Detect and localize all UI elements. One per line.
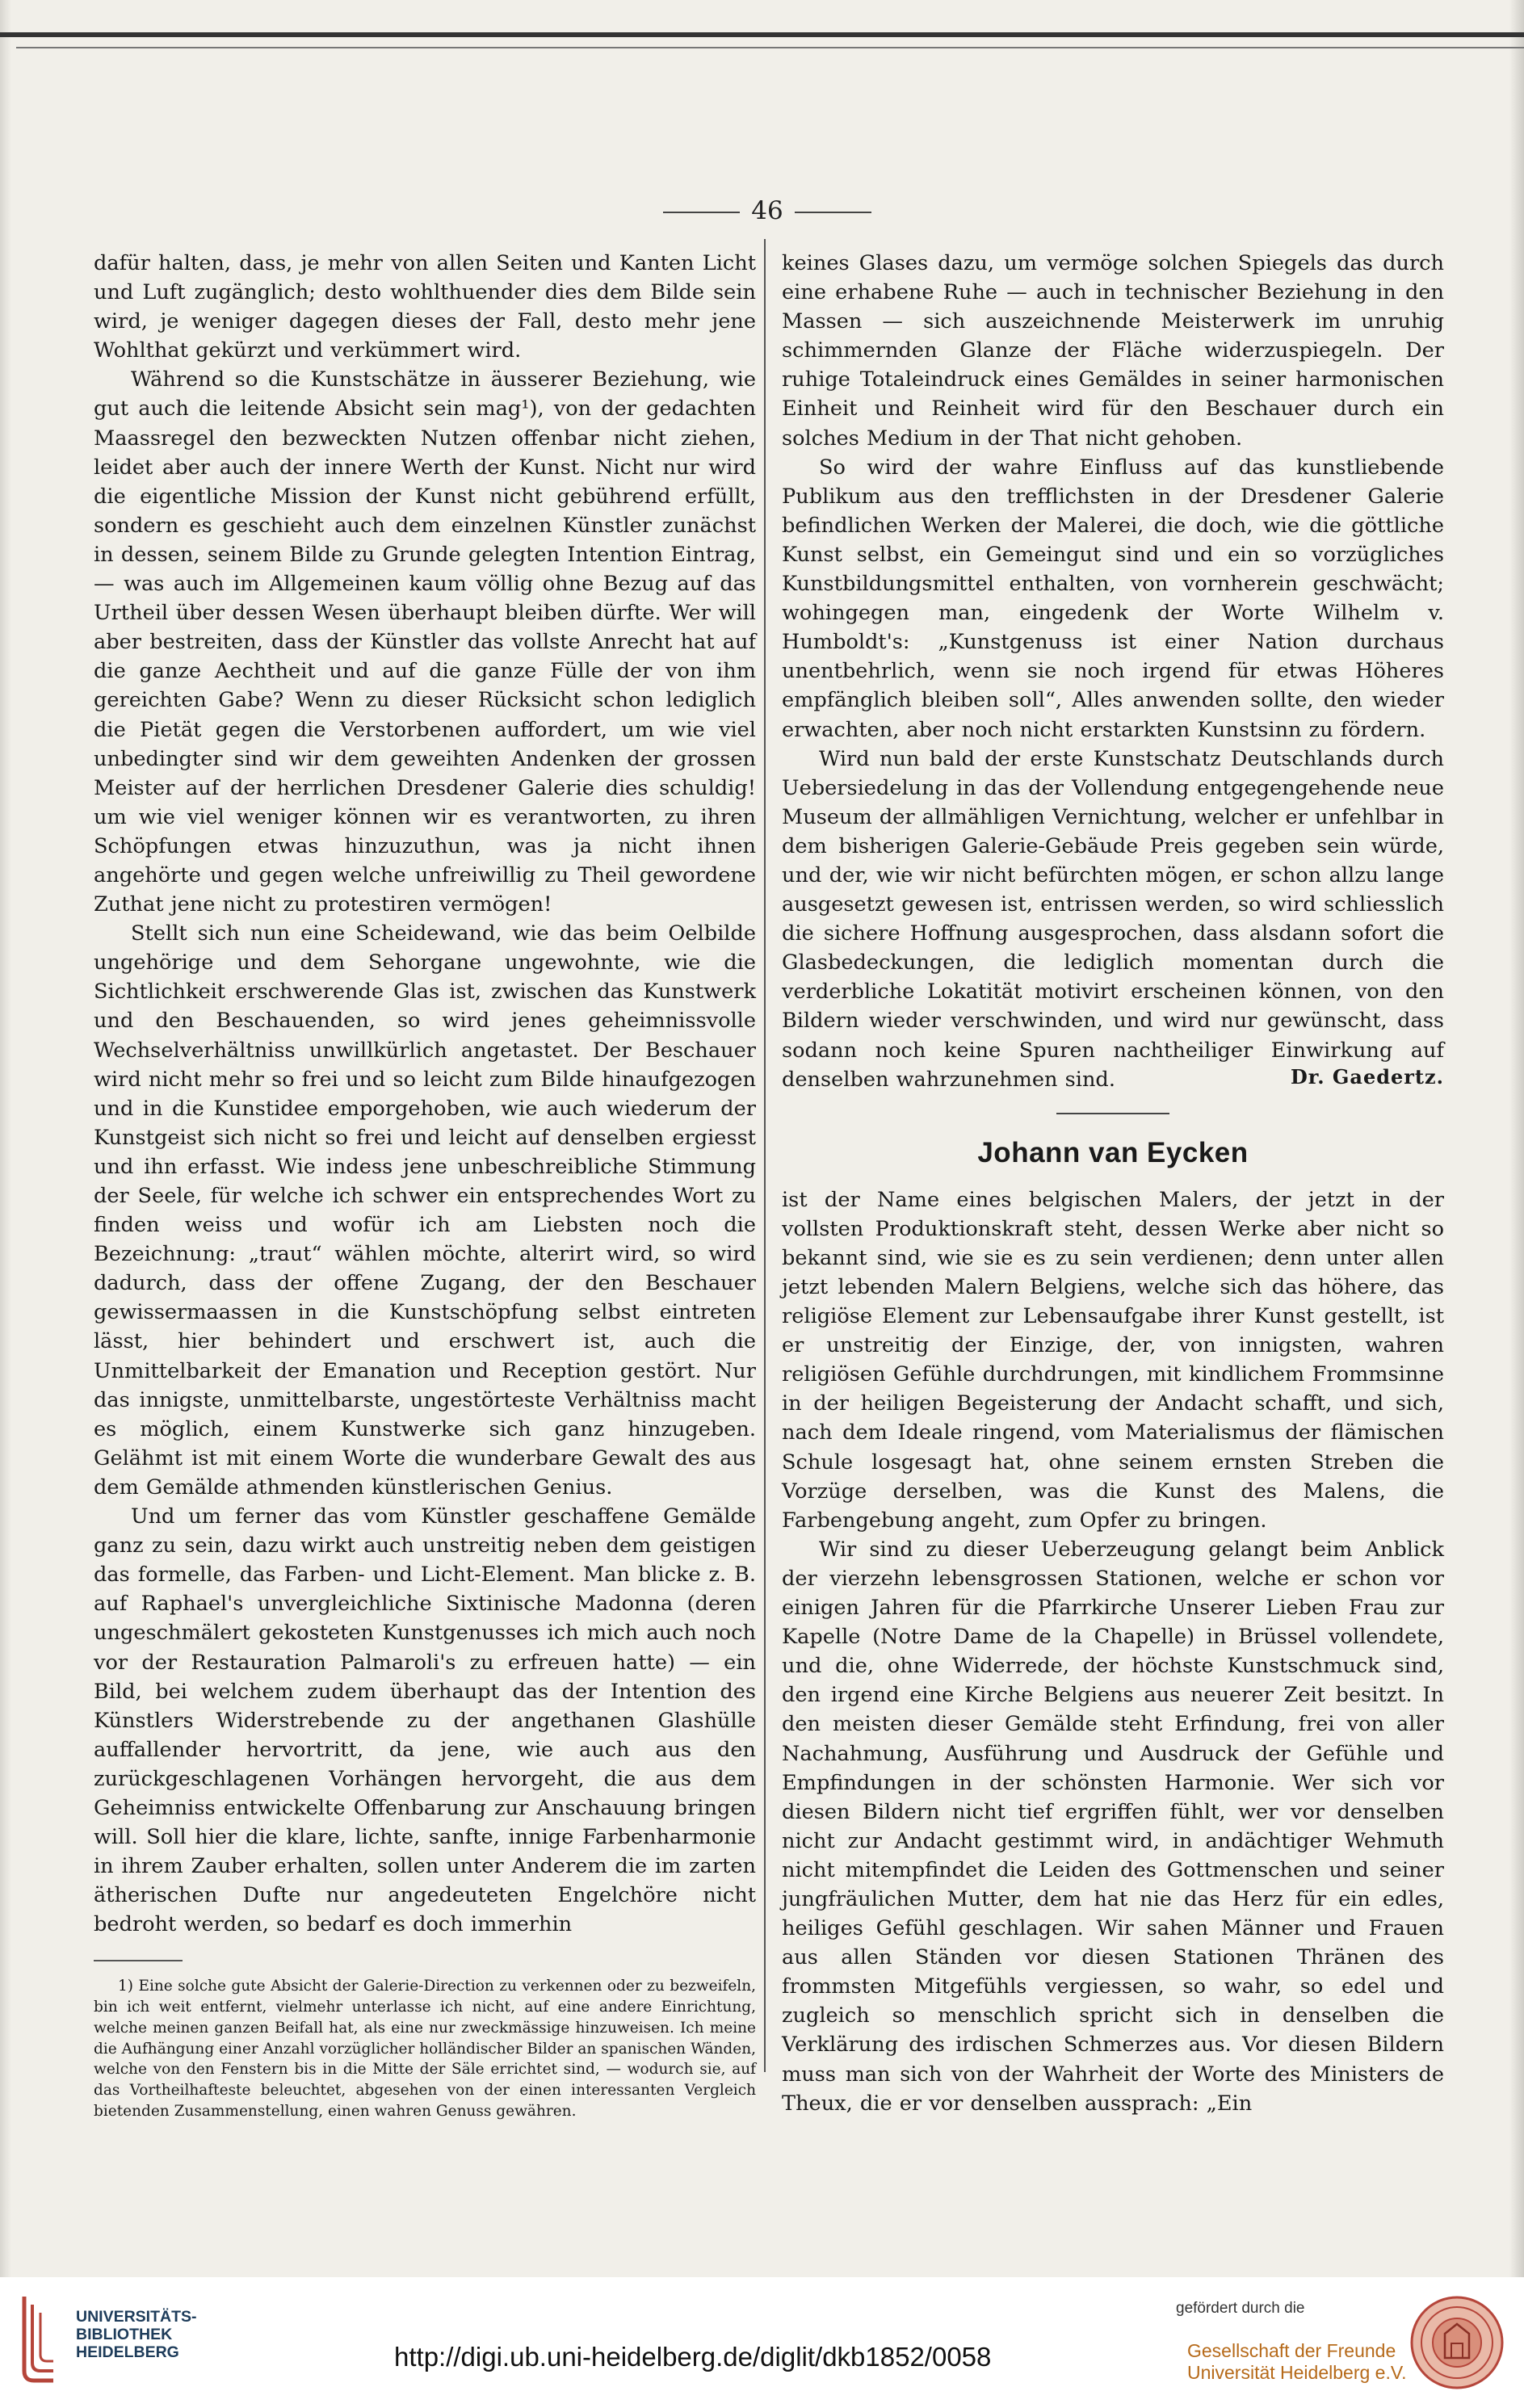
library-name-line: BIBLIOTHEK (76, 2326, 173, 2343)
page-number-header (638, 196, 896, 225)
page-edge-shadow-left (0, 0, 11, 2277)
page-edge-shadow-right (1509, 0, 1524, 2277)
page-number: 46 (751, 196, 783, 225)
article-title: Johann van Eycken (977, 1136, 1249, 1168)
library-name-line: UNIVERSITÄTS- (76, 2308, 197, 2326)
paragraph: Während so die Kunstschätze in äusserer Beziehung, wie gut auch die leitende Absicht sein mag¹), von der gedachten Maassregel den bezweckten Nutzen offenbar nicht ziehen, leidet aber auch der innere Werth der Kunst. Nicht nur wird die eigentliche Mission der Kunst nicht gebührend erfüllt, sondern es geschieht auch dem einzelnen Künstler zunächst in dessen, seinem Bilde zu Grunde gelegten Intention Eintrag, — was auch im Allgemeinen kaum völlig ohne Bezug auf das Urtheil über dessen Wesen überhaupt bleiben dürfte. Wer will aber bestreiten, dass der Künstler das vollste Anrecht hat auf die ganze Aechtheit und auf die ganze Fülle der von ihm gereichten Gabe? Wenn zu dieser Rücksicht schon lediglich die Pietät gegen die Verstorbenen auffordert, um wie viel unbedingter sind wir dem geweihten Andenken der grossen Meister auf der herrlichen Dresdener Galerie dies schuldig! um wie viel weniger können wir es verantworten, zu ihren Schöpfungen etwas hinzuzuthun, was ja nicht ihnen angehörte und gegen welche unfreiwillig zu Theil gewordene Zuthat jene nicht zu protestiren vermögen! (94, 367, 756, 917)
top-border-rule-secondary (16, 47, 1524, 48)
paragraph: ist der Name eines belgischen Malers, der jetzt in der vollsten Produktionskraft steht, dessen Werke aber nicht so bekannt sind, wie sie es zu sein verdienen; denn unter allen jetzt lebenden Malern Belgiens, welche sich das höhere, das religiöse Element zur Lebensaufgabe ihrer Kunst gestellt, ist er unstreitig der Einzige, der, von innigsten, wahren religiösen Gefühle durchdrungen, mit kindlichem Frommsinne in der heiligen Begeisterung der Andacht schafft, und sich, nach dem Ideale ringend, vom Materialismus der flämischen Schule losgesagt hat, ohne seinem ernsten Streben die Vorzüge derselben, was die Kunst des Malens, die Farbengebung angeht, zum Opfer zu bringen. (782, 1187, 1444, 1533)
right-column (782, 249, 1444, 2118)
permalink-url[interactable]: http://digi.ub.uni-heidelberg.de/diglit/dkb1852/0058 (394, 2342, 992, 2372)
left-column (94, 249, 756, 2121)
footnote: 1) Eine solche gute Absicht der Galerie-Direction zu verkennen oder zu bezweifeln, bin ich weit entfernt, vielmehr unterlasse ich nicht, auf eine andere Einrichtung, welche meinen ganzen Beifall hat, als eine nur zweckmässige hinzuweisen. Ich meine die Aufhängung einer Anzahl vorzüglicher holländischer Bilder an spanischen Wänden, welche von den Fenstern bis in die Mitte der Säle errichtet sind, — wodurch sie, auf das Vortheilhafteste beleuchtet, abgesehen von der einen interessanten Vergleich bietenden Zusammenstellung, einen wahren Genuss gewähren. (94, 1978, 756, 2120)
paragraph: Wird nun bald der erste Kunstschatz Deutschlands durch Uebersiedelung in das der Vollendung entgegengehende neue Museum der allmähligen Vernichtung, welcher er unfehlbar in dem bisherigen Galerie-Gebäude Preis gegeben sein würde, und der, wie wir nicht befürchten mögen, er schon allzu lange ausgesetzt gewesen ist, entrissen werden, so wird schliesslich die sichere Hoffnung ausgesprochen, dass alsdann sofort die Glasbedeckungen, die lediglich momentan durch die verderbliche Lokatität motivirt erscheinen können, von den Bildern wieder verschwinden, und wird nur gewünscht, dass sodann noch keine Spuren nachtheiliger Einwirkung auf denselben wahrzunehmen sind. (782, 746, 1444, 1092)
library-name-line: HEIDELBERG (76, 2343, 179, 2361)
top-border-rule (0, 32, 1524, 37)
digitization-footer (0, 2277, 1524, 2408)
paragraph: keines Glases dazu, um vermöge solchen Spiegels das durch eine erhabene Ruhe — auch in technischer Beziehung in den Massen — sich auszeichnende Meisterwerk im unruhig schimmernden Glanze der Fläche widerzuspiegeln. Der ruhige Totaleindruck eines Gemäldes in seiner harmonischen Einheit und Reinheit wird für den Beschauer durch ein solches Medium in der That nicht gehoben. (782, 251, 1444, 451)
university-seal-icon (1409, 2295, 1505, 2390)
society-name-line: Gesellschaft der Freunde (1187, 2340, 1396, 2361)
column-divider (764, 239, 766, 2072)
author-signature: Dr. Gaedertz. (1290, 1064, 1444, 1089)
university-library-logo-icon (18, 2293, 60, 2384)
library-name (76, 2308, 197, 2361)
paragraph: Und um ferner das vom Künstler geschaffene Gemälde ganz zu sein, dazu wirkt auch unstreitig neben dem geistigen das formelle, das Farben- und Licht-Element. Man blicke z. B. auf Raphael's unvergleichliche Sixtinische Madonna (deren ungeschmälert gekosteten Kunstgenusses ich mich auch noch vor der Restauration Palmaroli's zu erfreuen hatte) — ein Bild, bei welchem zudem überhaupt das der Intention des Künstlers Widerstrebende zu der angethanen Glashülle auffallender hervortritt, da jene, wie auch aus den zurückgeschlagenen Vorhängen hervorgeht, die aus dem Geheimniss entwickelte Offenbarung zur Anschauung bringen will. Soll hier die klare, lichte, sanfte, innige Farbenharmonie in ihrem Zauber erhalten, sollen unter Anderem die im zarten ätherischen Dufte nur angedeuteten Engelchöre nicht bedroht werden, so bedarf es doch immerhin (94, 1504, 756, 1937)
page-number-right-dash (795, 212, 871, 213)
paragraph: Stellt sich nun eine Scheidewand, wie das beim Oelbilde ungehörige und dem Sehorgane ungewohnte, wie die Sichtlichkeit erschwerende Glas ist, zwischen das Kunstwerk und den Beschauenden, so wird jenes geheimnissvolle Wechselverhältniss unwillkürlich angetastet. Der Beschauer wird nicht mehr so frei und so leicht zum Bilde hinaufgezogen und in die Kunstidee emporgehoben, wie auch wiederum der Kunstgeist sich nicht so frei und leicht auf denselben ergiesst und ihn erfasst. Wie indess jene unbeschreibliche Stimmung der Seele, für welche ich schwer ein entsprechendes Wort zu finden weiss und wofür ich am Liebsten noch die Bezeichnung: „traut“ wählen möchte, alterirt wird, so wird dadurch, dass der offene Zugang, der den Beschauer gewissermaassen in die Kunstschöpfung selbst eintreten lässt, hier behindert und erschwert ist, auch die Unmittelbarkeit der Emanation und Reception gestört. Nur das innigste, unmittelbarste, ungestörteste Verhältniss macht es möglich, einem Kunstwerke sich ganz hinzugeben. Gelähmt ist mit einem Worte die wunderbare Gewalt des aus dem Gemälde athmenden künstlerischen Genius. (94, 921, 756, 1500)
footnote-rule (94, 1960, 183, 1961)
paragraph: dafür halten, dass, je mehr von allen Seiten und Kanten Licht und Luft zugänglich; desto wohlthuender dies dem Bilde sein wird, je weniger dagegen dieses der Fall, desto mehr jene Wohlthat gekürzt und verkümmert wird. (94, 251, 756, 363)
section-rule (1056, 1113, 1169, 1114)
paragraph: Wir sind zu dieser Ueberzeugung gelangt beim Anblick der vierzehn lebensgrossen Stationen, welche er schon vor einigen Jahren für die Pfarrkirche Unserer Lieben Frau zur Kapelle (Notre Dame de la Chapelle) in Brüssel vollendete, und die, ohne Widerrede, der höchste Kunstschmuck sind, den irgend eine Kirche Belgiens aus neuerer Zeit besitzt. In den meisten dieser Gemälde steht Erfindung, frei von aller Nachahmung, Ausführung und Ausdruck der Gefühle und Empfindungen in der schönsten Harmonie. Wer sich vor diesen Bildern nicht tief ergriffen fühlt, wer vor denselben nicht zur Andacht gestimmt wird, in andächtiger Wehmuth nicht mitempfindet die Leiden des Gottmenschen und seiner jungfräulichen Mutter, dem hat nie das Herz für ein edles, heiliges Gefühl geschlagen. Wir sahen Männer und Frauen aus allen Ständen vor diesen Stationen Thränen des frommsten Mitgefühls vergiessen, so wahr, so edel und zugleich so menschlich spricht sich in denselben die Verklärung des irdischen Schmerzes aus. Vor diesen Bildern muss man sich von der Wahrheit der Worte des Ministers de Theux, die er vor denselben aussprach: „Ein (782, 1537, 1444, 2116)
paragraph: So wird der wahre Einfluss auf das kunstliebende Publikum aus den trefflichsten in der Dresdener Galerie befindlichen Werken der Malerei, die doch, wie die göttliche Kunst selbst, ein Gemeingut sind und ein so vorzügliches Kunstbildungsmittel enthalten, von vornherein geschwächt; wohingegen man, eingedenk der Worte Wilhelm v. Humboldt's: „Kunstgenuss ist einer Nation durchaus unentbehrlich, wenn sie noch irgend für etwas Höheres empfänglich bleiben soll“, Alles anwenden sollte, den wieder erwachten, aber noch nicht erstarkten Kunstsinn zu fördern. (782, 455, 1444, 742)
page-number-left-dash (663, 212, 740, 213)
society-name (1187, 2340, 1406, 2384)
society-name-line: Universität Heidelberg e.V. (1187, 2362, 1407, 2383)
supported-by-label: gefördert durch die (1176, 2300, 1305, 2317)
